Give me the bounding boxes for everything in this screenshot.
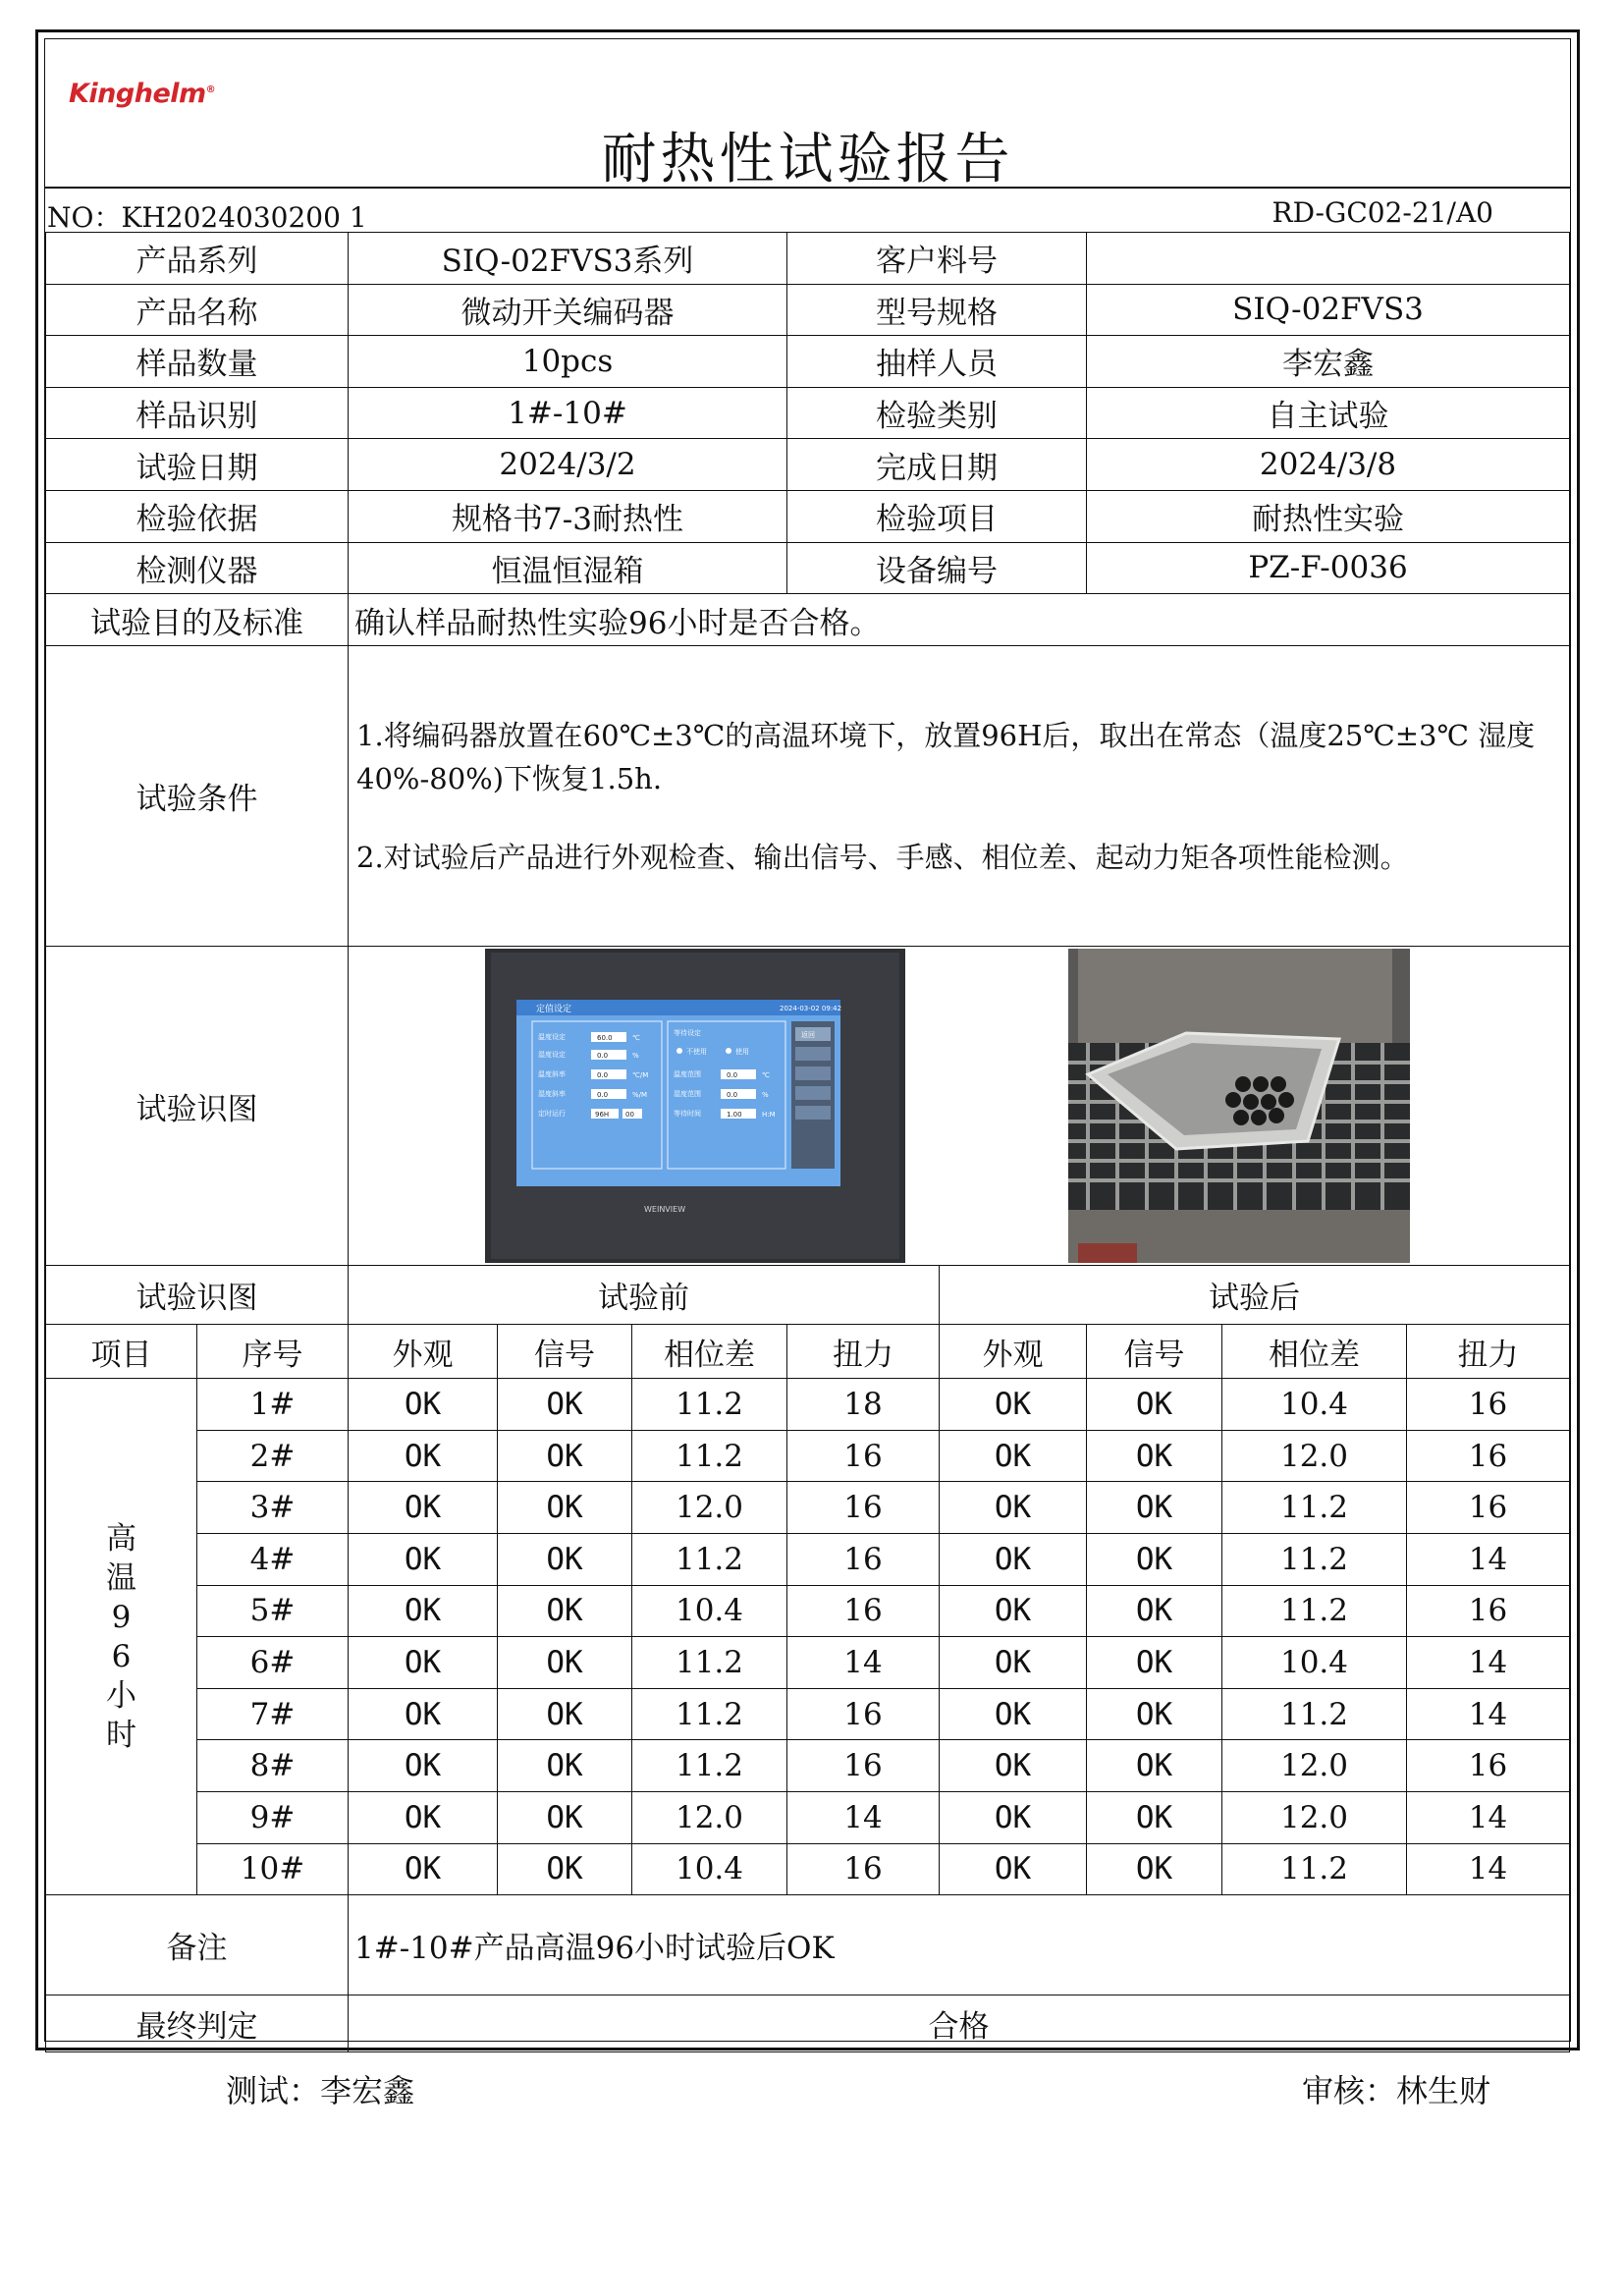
svg-text:℃/M: ℃/M — [632, 1071, 649, 1080]
before-torque-cell: 16 — [787, 1843, 940, 1895]
seq-cell: 7# — [197, 1688, 349, 1740]
table-row — [46, 1688, 1570, 1740]
after-torque-cell: 16 — [1407, 1379, 1570, 1431]
report-table — [45, 232, 1570, 2052]
info-key: 完成日期 — [787, 439, 1087, 491]
svg-text:湿度范围: 湿度范围 — [674, 1090, 701, 1099]
report-number: NO：KH2024030200 1 — [47, 201, 367, 234]
svg-text:0.0: 0.0 — [727, 1071, 738, 1080]
form-code: RD-GC02-21/A0 — [1271, 196, 1493, 229]
svg-text:温度设定: 温度设定 — [538, 1033, 566, 1042]
info-row — [46, 490, 1570, 542]
before-appearance-cell: OK — [349, 1379, 498, 1431]
group-label-char: 9 — [111, 1599, 132, 1635]
svg-text:温度范围: 温度范围 — [674, 1070, 701, 1079]
svg-text:℃: ℃ — [762, 1071, 770, 1080]
table-row — [46, 1379, 1570, 1431]
after-appearance-cell: OK — [940, 1791, 1087, 1843]
report-inner-border — [44, 38, 1571, 2046]
info-key: 产品名称 — [46, 284, 349, 336]
after-torque-cell: 16 — [1407, 1430, 1570, 1482]
svg-text:%: % — [632, 1052, 639, 1061]
after-signal-cell: OK — [1087, 1430, 1222, 1482]
svg-text:返回: 返回 — [801, 1031, 815, 1040]
after-phase-cell: 11.2 — [1222, 1843, 1407, 1895]
info-value: 2024/3/8 — [1087, 439, 1570, 491]
before-signal-cell: OK — [498, 1533, 632, 1585]
before-signal-cell: OK — [498, 1791, 632, 1843]
col-appearance-before: 外观 — [349, 1325, 498, 1379]
before-appearance-cell: OK — [349, 1791, 498, 1843]
info-key: 检测仪器 — [46, 542, 349, 594]
column-header-row — [46, 1325, 1570, 1379]
company-logo: Kinghelm® — [69, 79, 216, 109]
table-row — [46, 1740, 1570, 1792]
seq-cell: 1# — [197, 1379, 349, 1431]
info-key: 样品数量 — [46, 336, 349, 388]
info-key: 客户料号 — [787, 233, 1087, 285]
before-signal-cell: OK — [498, 1637, 632, 1689]
svg-text:H:M: H:M — [762, 1111, 776, 1120]
svg-text:60.0: 60.0 — [597, 1034, 613, 1043]
before-appearance-cell: OK — [349, 1843, 498, 1895]
info-key: 抽样人员 — [787, 336, 1087, 388]
seq-cell: 2# — [197, 1430, 349, 1482]
seq-cell: 3# — [197, 1482, 349, 1534]
svg-text:96H: 96H — [595, 1111, 610, 1120]
col-signal-after: 信号 — [1087, 1325, 1222, 1379]
before-phase-cell: 11.2 — [632, 1430, 787, 1482]
table-row — [46, 1430, 1570, 1482]
info-value — [1087, 233, 1570, 285]
info-value: 耐热性实验 — [1087, 490, 1570, 542]
info-key: 检验依据 — [46, 490, 349, 542]
screen-title: 定值设定 — [536, 1005, 572, 1015]
before-signal-cell: OK — [498, 1740, 632, 1792]
after-appearance-cell: OK — [940, 1740, 1087, 1792]
before-phase-cell: 11.2 — [632, 1688, 787, 1740]
info-value: 规格书7-3耐热性 — [349, 490, 787, 542]
info-row — [46, 387, 1570, 439]
before-torque-cell: 16 — [787, 1688, 940, 1740]
before-torque-cell: 16 — [787, 1740, 940, 1792]
table-row — [46, 1843, 1570, 1895]
after-signal-cell: OK — [1087, 1533, 1222, 1585]
after-signal-cell: OK — [1087, 1791, 1222, 1843]
svg-text:等待时间: 等待时间 — [674, 1110, 701, 1119]
before-appearance-cell: OK — [349, 1430, 498, 1482]
col-signal-before: 信号 — [498, 1325, 632, 1379]
after-phase-cell: 10.4 — [1222, 1637, 1407, 1689]
before-signal-cell: OK — [498, 1482, 632, 1534]
conditions-content — [349, 646, 1570, 947]
after-phase-cell: 11.2 — [1222, 1482, 1407, 1534]
after-torque-cell: 16 — [1407, 1740, 1570, 1792]
after-torque-cell: 14 — [1407, 1533, 1570, 1585]
after-phase-cell: 11.2 — [1222, 1533, 1407, 1585]
photo-cell — [349, 947, 1570, 1266]
conditions-label: 试验条件 — [46, 646, 349, 947]
info-row — [46, 336, 1570, 388]
conditions-row — [46, 646, 1570, 947]
before-phase-cell: 12.0 — [632, 1482, 787, 1534]
before-torque-cell: 16 — [787, 1482, 940, 1534]
group-label-char: 时 — [106, 1717, 136, 1753]
remarks-text: 1#-10#产品高温96小时试验后OK — [349, 1895, 1570, 1995]
after-signal-cell: OK — [1087, 1740, 1222, 1792]
before-torque-cell: 16 — [787, 1533, 940, 1585]
group-label-char: 温 — [106, 1559, 136, 1596]
controller-screen-photo — [485, 949, 905, 1263]
screen-time: 2024-03-02 09:42 — [780, 1005, 842, 1013]
col-phase-before: 相位差 — [632, 1325, 787, 1379]
col-phase-after: 相位差 — [1222, 1325, 1407, 1379]
info-value: PZ-F-0036 — [1087, 542, 1570, 594]
svg-text:℃: ℃ — [632, 1034, 640, 1043]
report-title: 耐热性试验报告 — [601, 128, 1014, 191]
seq-cell: 4# — [197, 1533, 349, 1585]
svg-text:0.0: 0.0 — [597, 1052, 609, 1061]
svg-text:定时运行: 定时运行 — [538, 1110, 566, 1119]
after-torque-cell: 14 — [1407, 1791, 1570, 1843]
after-appearance-cell: OK — [940, 1379, 1087, 1431]
table-row — [46, 1482, 1570, 1534]
info-key: 试验日期 — [46, 439, 349, 491]
before-phase-cell: 10.4 — [632, 1843, 787, 1895]
results-section — [46, 1379, 1570, 1895]
svg-text:使用: 使用 — [735, 1048, 749, 1057]
before-phase-cell: 11.2 — [632, 1740, 787, 1792]
remarks-row — [46, 1895, 1570, 1995]
table-row — [46, 1791, 1570, 1843]
before-appearance-cell: OK — [349, 1482, 498, 1534]
before-appearance-cell: OK — [349, 1585, 498, 1637]
info-value: SIQ-02FVS3系列 — [349, 233, 787, 285]
after-phase-cell: 11.2 — [1222, 1585, 1407, 1637]
verdict-text: 合格 — [349, 1995, 1570, 2052]
after-appearance-cell: OK — [940, 1843, 1087, 1895]
seq-cell: 8# — [197, 1740, 349, 1792]
verdict-row — [46, 1995, 1570, 2052]
info-key: 检验类别 — [787, 387, 1087, 439]
before-phase-cell: 11.2 — [632, 1379, 787, 1431]
results-header-row — [46, 1266, 1570, 1325]
before-appearance-cell: OK — [349, 1688, 498, 1740]
group-label-char: 小 — [106, 1677, 136, 1714]
before-signal-cell: OK — [498, 1430, 632, 1482]
info-key: 检验项目 — [787, 490, 1087, 542]
after-appearance-cell: OK — [940, 1430, 1087, 1482]
report-frame — [35, 29, 1580, 2050]
svg-text:%: % — [762, 1091, 769, 1100]
info-section — [46, 233, 1570, 594]
purpose-text: 确认样品耐热性实验96小时是否合格。 — [349, 594, 1570, 646]
svg-text:温度斜率: 温度斜率 — [538, 1070, 566, 1079]
after-appearance-cell: OK — [940, 1688, 1087, 1740]
group-label-char: 6 — [111, 1638, 132, 1674]
after-torque-cell: 14 — [1407, 1688, 1570, 1740]
seq-cell: 9# — [197, 1791, 349, 1843]
condition-2: 2.对试验后产品进行外观检查、输出信号、手感、相位差、起动力矩各项性能检测。 — [356, 840, 1409, 874]
group-label — [46, 1379, 197, 1895]
info-value: 微动开关编码器 — [349, 284, 787, 336]
svg-text:0.0: 0.0 — [597, 1091, 609, 1100]
info-row — [46, 439, 1570, 491]
before-torque-cell: 14 — [787, 1637, 940, 1689]
col-torque-after: 扭力 — [1407, 1325, 1570, 1379]
after-signal-cell: OK — [1087, 1379, 1222, 1431]
svg-text:湿度斜率: 湿度斜率 — [538, 1090, 566, 1099]
results-label: 试验识图 — [46, 1266, 349, 1325]
info-row — [46, 284, 1570, 336]
after-signal-cell: OK — [1087, 1482, 1222, 1534]
col-torque-before: 扭力 — [787, 1325, 940, 1379]
before-phase-cell: 11.2 — [632, 1637, 787, 1689]
seq-cell: 5# — [197, 1585, 349, 1637]
screen-brand: WEINVIEW — [644, 1205, 686, 1215]
after-torque-cell: 14 — [1407, 1637, 1570, 1689]
info-value: 1#-10# — [349, 387, 787, 439]
before-phase-cell: 12.0 — [632, 1791, 787, 1843]
after-signal-cell: OK — [1087, 1585, 1222, 1637]
info-value: SIQ-02FVS3 — [1087, 284, 1570, 336]
info-value: 李宏鑫 — [1087, 336, 1570, 388]
after-appearance-cell: OK — [940, 1585, 1087, 1637]
after-phase-cell: 12.0 — [1222, 1740, 1407, 1792]
before-torque-cell: 18 — [787, 1379, 940, 1431]
header-divider — [45, 187, 1570, 189]
group-label-char: 高 — [106, 1520, 136, 1557]
info-row — [46, 542, 1570, 594]
after-phase-cell: 10.4 — [1222, 1379, 1407, 1431]
table-row — [46, 1533, 1570, 1585]
svg-text:00: 00 — [625, 1111, 634, 1120]
col-appearance-after: 外观 — [940, 1325, 1087, 1379]
after-signal-cell: OK — [1087, 1637, 1222, 1689]
after-appearance-cell: OK — [940, 1637, 1087, 1689]
after-appearance-cell: OK — [940, 1482, 1087, 1534]
info-key: 型号规格 — [787, 284, 1087, 336]
info-value: 自主试验 — [1087, 387, 1570, 439]
after-signal-cell: OK — [1087, 1688, 1222, 1740]
svg-text:0.0: 0.0 — [597, 1071, 609, 1080]
remarks-label: 备注 — [46, 1895, 349, 1995]
svg-text:0.0: 0.0 — [727, 1091, 738, 1100]
info-value: 2024/3/2 — [349, 439, 787, 491]
after-phase-cell: 11.2 — [1222, 1688, 1407, 1740]
before-torque-cell: 14 — [787, 1791, 940, 1843]
info-key: 样品识别 — [46, 387, 349, 439]
svg-text:%/M: %/M — [632, 1091, 648, 1100]
photo-row — [46, 947, 1570, 1266]
purpose-label: 试验目的及标准 — [46, 594, 349, 646]
after-torque-cell: 14 — [1407, 1843, 1570, 1895]
after-signal-cell: OK — [1087, 1843, 1222, 1895]
col-item: 项目 — [46, 1325, 197, 1379]
svg-text:1.00: 1.00 — [727, 1111, 742, 1120]
reviewer-signature: 审核：林生财 — [1302, 2072, 1491, 2109]
table-row — [46, 1585, 1570, 1637]
before-appearance-cell: OK — [349, 1637, 498, 1689]
info-row — [46, 233, 1570, 285]
table-row — [46, 1637, 1570, 1689]
after-test-header: 试验后 — [940, 1266, 1570, 1325]
after-torque-cell: 16 — [1407, 1482, 1570, 1534]
info-key: 设备编号 — [787, 542, 1087, 594]
before-torque-cell: 16 — [787, 1585, 940, 1637]
after-phase-cell: 12.0 — [1222, 1791, 1407, 1843]
before-appearance-cell: OK — [349, 1533, 498, 1585]
after-appearance-cell: OK — [940, 1533, 1087, 1585]
before-test-header: 试验前 — [349, 1266, 940, 1325]
before-signal-cell: OK — [498, 1585, 632, 1637]
purpose-row — [46, 594, 1570, 646]
tester-signature: 测试：李宏鑫 — [226, 2072, 415, 2109]
info-value: 10pcs — [349, 336, 787, 388]
seq-cell: 10# — [197, 1843, 349, 1895]
svg-text:等待设定: 等待设定 — [674, 1029, 701, 1038]
svg-text:不使用: 不使用 — [686, 1048, 707, 1057]
before-signal-cell: OK — [498, 1688, 632, 1740]
before-torque-cell: 16 — [787, 1430, 940, 1482]
svg-text:湿度设定: 湿度设定 — [538, 1051, 566, 1060]
photo-label: 试验识图 — [46, 947, 349, 1266]
verdict-label: 最终判定 — [46, 1995, 349, 2052]
before-phase-cell: 11.2 — [632, 1533, 787, 1585]
info-value: 恒温恒湿箱 — [349, 542, 787, 594]
after-torque-cell: 16 — [1407, 1585, 1570, 1637]
before-appearance-cell: OK — [349, 1740, 498, 1792]
oven-chamber-photo — [1068, 949, 1410, 1263]
col-seq: 序号 — [197, 1325, 349, 1379]
before-signal-cell: OK — [498, 1379, 632, 1431]
info-key: 产品系列 — [46, 233, 349, 285]
before-phase-cell: 10.4 — [632, 1585, 787, 1637]
after-phase-cell: 12.0 — [1222, 1430, 1407, 1482]
seq-cell: 6# — [197, 1637, 349, 1689]
condition-1: 1.将编码器放置在60℃±3℃的高温环境下，放置96H后，取出在常态（温度25℃±3℃ 湿度40%-80%)下恢复1.5h. — [356, 718, 1536, 795]
before-signal-cell: OK — [498, 1843, 632, 1895]
